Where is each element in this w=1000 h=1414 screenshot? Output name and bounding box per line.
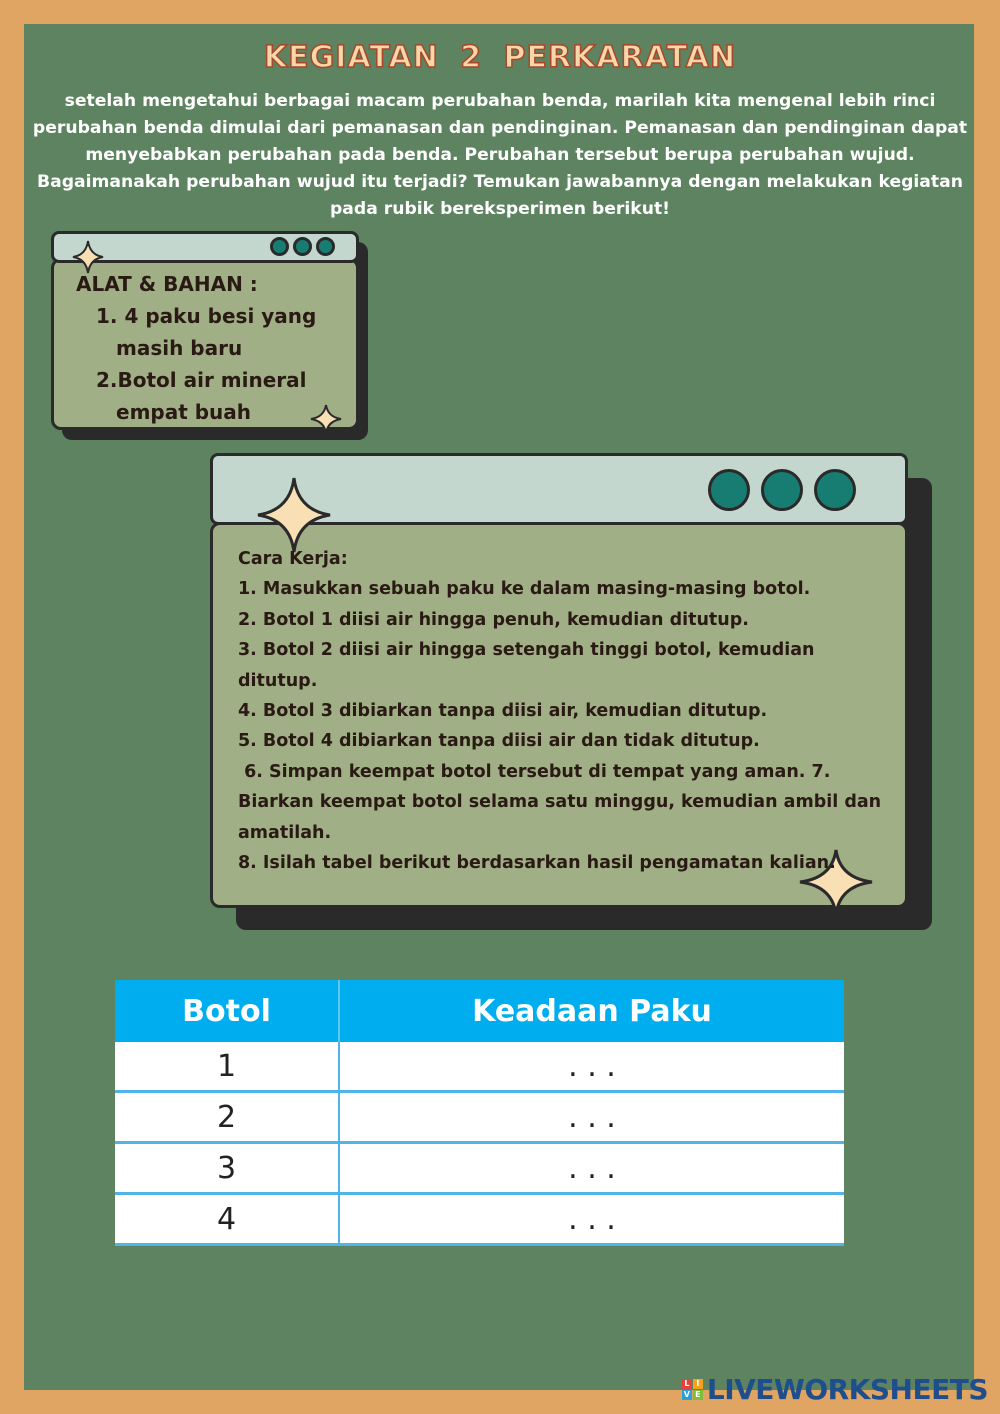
intro-line: perubahan benda dimulai dari pemanasan dan pendinginan. Pemanasan dan pendinginan dapat xyxy=(32,118,968,138)
alat-bahan-heading: ALAT & BAHAN : xyxy=(76,272,258,296)
list-item: empat buah xyxy=(116,400,252,424)
table-row xyxy=(115,1143,844,1194)
keadaan-paku-answer[interactable]: . . . xyxy=(339,1143,844,1194)
cara-kerja-heading: Cara Kerja: xyxy=(238,549,348,569)
window-dot-icon xyxy=(708,469,750,511)
liveworksheets-logo[interactable] xyxy=(682,1373,988,1406)
list-item: 2.Botol air mineral xyxy=(96,368,307,392)
window-dot-icon xyxy=(761,469,803,511)
list-item: masih baru xyxy=(116,336,243,360)
alat-bahan-content xyxy=(76,268,346,428)
sparkle-icon xyxy=(256,476,332,554)
column-header-keadaan-paku: Keadaan Paku xyxy=(339,980,844,1042)
table-row xyxy=(115,1092,844,1143)
observation-table xyxy=(115,980,844,1246)
logo-squares-icon xyxy=(682,1379,703,1400)
table-header-row xyxy=(115,980,844,1042)
step-line: Biarkan keempat botol selama satu minggu, kemudian ambil dan xyxy=(238,792,882,813)
step-line: 1. Masukkan sebuah paku ke dalam masing-masing botol. xyxy=(238,579,811,600)
intro-line: Bagaimanakah perubahan wujud itu terjadi? Temukan jawabannya dengan melakukan kegiatan xyxy=(37,172,963,192)
table-row xyxy=(115,1194,844,1245)
intro-paragraph xyxy=(30,88,970,223)
step-line: 3. Botol 2 diisi air hingga setengah tinggi botol, kemudian xyxy=(238,640,815,661)
step-line: 8. Isilah tabel berikut berdasarkan hasil pengamatan kalian. xyxy=(238,853,836,874)
intro-line: menyebabkan perubahan pada benda. Perubahan tersebut berupa perubahan wujud. xyxy=(85,145,915,165)
window-dot-icon xyxy=(814,469,856,511)
step-line: 4. Botol 3 dibiarkan tanpa diisi air, kemudian ditutup. xyxy=(238,701,768,722)
botol-number: 4 xyxy=(115,1194,339,1245)
page-title: KEGIATAN 2 PERKARATAN xyxy=(263,40,737,75)
step-line: 6. Simpan keempat botol tersebut di tempat yang aman. 7. xyxy=(238,761,831,782)
intro-line: pada rubik bereksperimen berikut! xyxy=(329,199,671,219)
botol-number: 2 xyxy=(115,1092,339,1143)
logo-letter: V xyxy=(683,1390,690,1399)
intro-line: setelah mengetahui berbagai macam perubahan benda, marilah kita mengenal lebih rinci xyxy=(64,91,936,111)
step-line: 5. Botol 4 dibiarkan tanpa diisi air dan tidak ditutup. xyxy=(238,731,760,752)
step-line: amatilah. xyxy=(238,822,332,843)
cara-kerja-content xyxy=(238,544,888,878)
step-line: 2. Botol 1 diisi air hingga penuh, kemudian ditutup. xyxy=(238,609,749,630)
table-row xyxy=(115,1042,844,1092)
window-dot-icon xyxy=(316,237,335,256)
logo-text: LIVEWORKSHEETS xyxy=(706,1373,988,1406)
logo-letter: I xyxy=(693,1379,703,1389)
keadaan-paku-answer[interactable]: . . . xyxy=(339,1092,844,1143)
logo-letter: L xyxy=(682,1379,692,1389)
keadaan-paku-answer[interactable]: . . . xyxy=(339,1042,844,1092)
keadaan-paku-answer[interactable]: . . . xyxy=(339,1194,844,1245)
logo-letter: E xyxy=(693,1390,703,1400)
list-item: 1. 4 paku besi yang xyxy=(96,304,317,328)
window-dot-icon xyxy=(270,237,289,256)
window-dot-icon xyxy=(293,237,312,256)
column-header-botol: Botol xyxy=(115,980,339,1042)
step-line: ditutup. xyxy=(238,670,318,691)
botol-number: 3 xyxy=(115,1143,339,1194)
botol-number: 1 xyxy=(115,1042,339,1092)
